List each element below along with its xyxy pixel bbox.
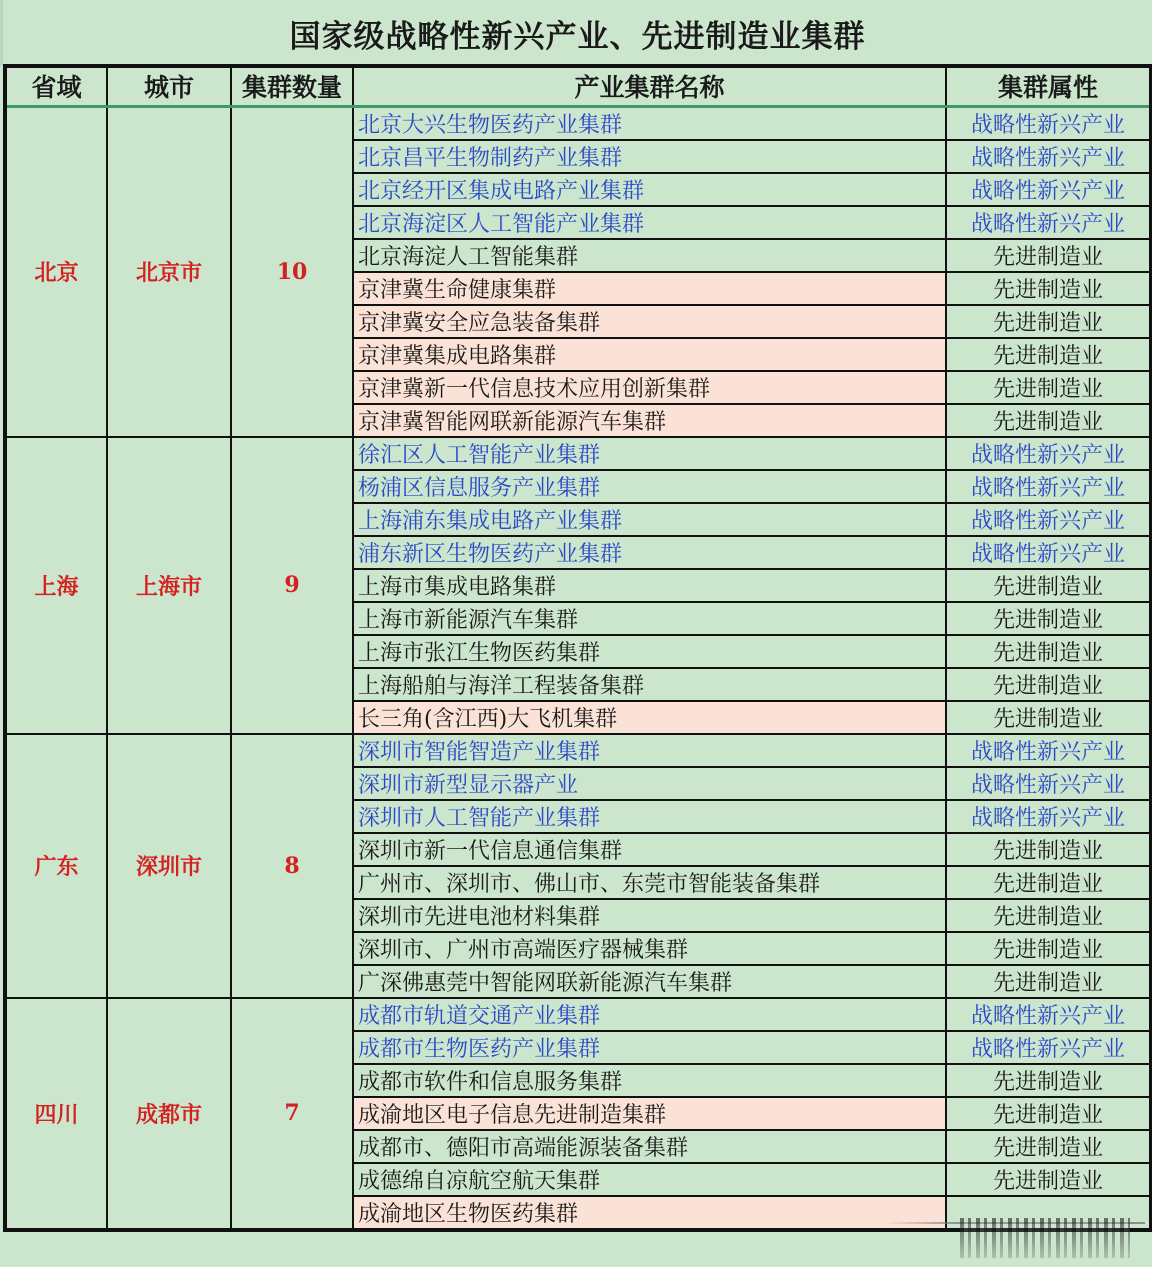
cluster-attribute-cell: 战略性新兴产业 — [946, 800, 1151, 833]
header-count: 集群数量 — [231, 66, 353, 106]
cluster-name-cell: 北京昌平生物制药产业集群 — [353, 140, 946, 173]
cluster-name-cell: 成都市生物医药产业集群 — [353, 1031, 946, 1064]
table-body — [5, 106, 1151, 1230]
header-attribute: 集群属性 — [946, 66, 1151, 106]
cluster-attribute-cell: 先进制造业 — [946, 701, 1151, 734]
cluster-attribute-cell: 先进制造业 — [946, 239, 1151, 272]
cluster-attribute-cell: 先进制造业 — [946, 371, 1151, 404]
cluster-attribute-cell: 战略性新兴产业 — [946, 206, 1151, 239]
province-cell: 北京 — [5, 106, 107, 437]
cluster-attribute-cell: 先进制造业 — [946, 866, 1151, 899]
cluster-name-cell: 深圳市先进电池材料集群 — [353, 899, 946, 932]
cluster-name-cell: 上海市张江生物医药集群 — [353, 635, 946, 668]
cluster-name-cell: 广州市、深圳市、佛山市、东莞市智能装备集群 — [353, 866, 946, 899]
cluster-name-cell: 成渝地区生物医药集群 — [353, 1196, 946, 1230]
table-row — [5, 998, 1151, 1031]
cluster-attribute-cell: 先进制造业 — [946, 635, 1151, 668]
city-cell: 成都市 — [107, 998, 231, 1230]
cluster-attribute-cell: 先进制造业 — [946, 569, 1151, 602]
cluster-attribute-cell: 先进制造业 — [946, 1064, 1151, 1097]
cluster-name-cell: 京津冀智能网联新能源汽车集群 — [353, 404, 946, 437]
cluster-attribute-cell: 战略性新兴产业 — [946, 437, 1151, 470]
table-row — [5, 106, 1151, 140]
cluster-attribute-cell: 先进制造业 — [946, 404, 1151, 437]
cluster-attribute-cell: 战略性新兴产业 — [946, 767, 1151, 800]
cluster-name-cell: 京津冀新一代信息技术应用创新集群 — [353, 371, 946, 404]
cluster-name-cell: 成都市、德阳市高端能源装备集群 — [353, 1130, 946, 1163]
table-row — [5, 437, 1151, 470]
cluster-name-cell: 京津冀安全应急装备集群 — [353, 305, 946, 338]
cluster-attribute-cell: 先进制造业 — [946, 602, 1151, 635]
cluster-attribute-cell: 先进制造业 — [946, 1097, 1151, 1130]
cluster-attribute-cell: 先进制造业 — [946, 305, 1151, 338]
cluster-attribute-cell: 先进制造业 — [946, 833, 1151, 866]
cluster-attribute-cell: 先进制造业 — [946, 1163, 1151, 1196]
header-city: 城市 — [107, 66, 231, 106]
cluster-name-cell: 深圳市新型显示器产业 — [353, 767, 946, 800]
cluster-name-cell: 杨浦区信息服务产业集群 — [353, 470, 946, 503]
count-cell: 10 — [231, 106, 353, 437]
cluster-attribute-cell: 先进制造业 — [946, 899, 1151, 932]
cluster-name-cell: 深圳市、广州市高端医疗器械集群 — [353, 932, 946, 965]
province-cell: 上海 — [5, 437, 107, 734]
cluster-attribute-cell: 战略性新兴产业 — [946, 734, 1151, 767]
cluster-name-cell: 北京大兴生物医药产业集群 — [353, 106, 946, 140]
cluster-name-cell: 北京海淀区人工智能产业集群 — [353, 206, 946, 239]
cluster-attribute-cell: 先进制造业 — [946, 965, 1151, 998]
cluster-name-cell: 上海市集成电路集群 — [353, 569, 946, 602]
cluster-attribute-cell: 先进制造业 — [946, 1130, 1151, 1163]
city-cell: 北京市 — [107, 106, 231, 437]
count-cell: 8 — [231, 734, 353, 998]
cluster-name-cell: 京津冀生命健康集群 — [353, 272, 946, 305]
cluster-attribute-cell: 战略性新兴产业 — [946, 998, 1151, 1031]
count-cell: 9 — [231, 437, 353, 734]
cluster-name-cell: 上海市新能源汽车集群 — [353, 602, 946, 635]
cluster-attribute-cell: 先进制造业 — [946, 338, 1151, 371]
cluster-name-cell: 广深佛惠莞中智能网联新能源汽车集群 — [353, 965, 946, 998]
cluster-attribute-cell: 先进制造业 — [946, 668, 1151, 701]
cluster-attribute-cell: 战略性新兴产业 — [946, 106, 1151, 140]
cluster-attribute-cell — [946, 1196, 1151, 1230]
cluster-name-cell: 上海浦东集成电路产业集群 — [353, 503, 946, 536]
cluster-name-cell: 北京海淀人工智能集群 — [353, 239, 946, 272]
city-cell: 深圳市 — [107, 734, 231, 998]
cluster-name-cell: 徐汇区人工智能产业集群 — [353, 437, 946, 470]
city-cell: 上海市 — [107, 437, 231, 734]
cluster-name-cell: 成都市软件和信息服务集群 — [353, 1064, 946, 1097]
cluster-attribute-cell: 先进制造业 — [946, 932, 1151, 965]
cluster-attribute-cell: 战略性新兴产业 — [946, 503, 1151, 536]
province-cell: 广东 — [5, 734, 107, 998]
province-cell: 四川 — [5, 998, 107, 1230]
header-row — [5, 66, 1151, 106]
cluster-attribute-cell: 战略性新兴产业 — [946, 140, 1151, 173]
cluster-attribute-cell: 战略性新兴产业 — [946, 470, 1151, 503]
header-cluster-name: 产业集群名称 — [353, 66, 946, 106]
cluster-name-cell: 京津冀集成电路集群 — [353, 338, 946, 371]
cluster-attribute-cell: 先进制造业 — [946, 272, 1151, 305]
cluster-name-cell: 成渝地区电子信息先进制造集群 — [353, 1097, 946, 1130]
cluster-name-cell: 北京经开区集成电路产业集群 — [353, 173, 946, 206]
table-row — [5, 734, 1151, 767]
page-title: 国家级战略性新兴产业、先进制造业集群 — [0, 0, 1152, 66]
cluster-name-cell: 成都市轨道交通产业集群 — [353, 998, 946, 1031]
cluster-name-cell: 上海船舶与海洋工程装备集群 — [353, 668, 946, 701]
cluster-name-cell: 深圳市智能智造产业集群 — [353, 734, 946, 767]
cluster-attribute-cell: 战略性新兴产业 — [946, 1031, 1151, 1064]
header-province: 省域 — [5, 66, 107, 106]
cluster-name-cell: 成德绵自凉航空航天集群 — [353, 1163, 946, 1196]
cluster-name-cell: 长三角(含江西)大飞机集群 — [353, 701, 946, 734]
count-cell: 7 — [231, 998, 353, 1230]
cluster-attribute-cell: 战略性新兴产业 — [946, 173, 1151, 206]
cluster-name-cell: 深圳市人工智能产业集群 — [353, 800, 946, 833]
cluster-attribute-cell: 战略性新兴产业 — [946, 536, 1151, 569]
cluster-name-cell: 深圳市新一代信息通信集群 — [353, 833, 946, 866]
cluster-table — [3, 64, 1152, 1232]
cluster-name-cell: 浦东新区生物医药产业集群 — [353, 536, 946, 569]
